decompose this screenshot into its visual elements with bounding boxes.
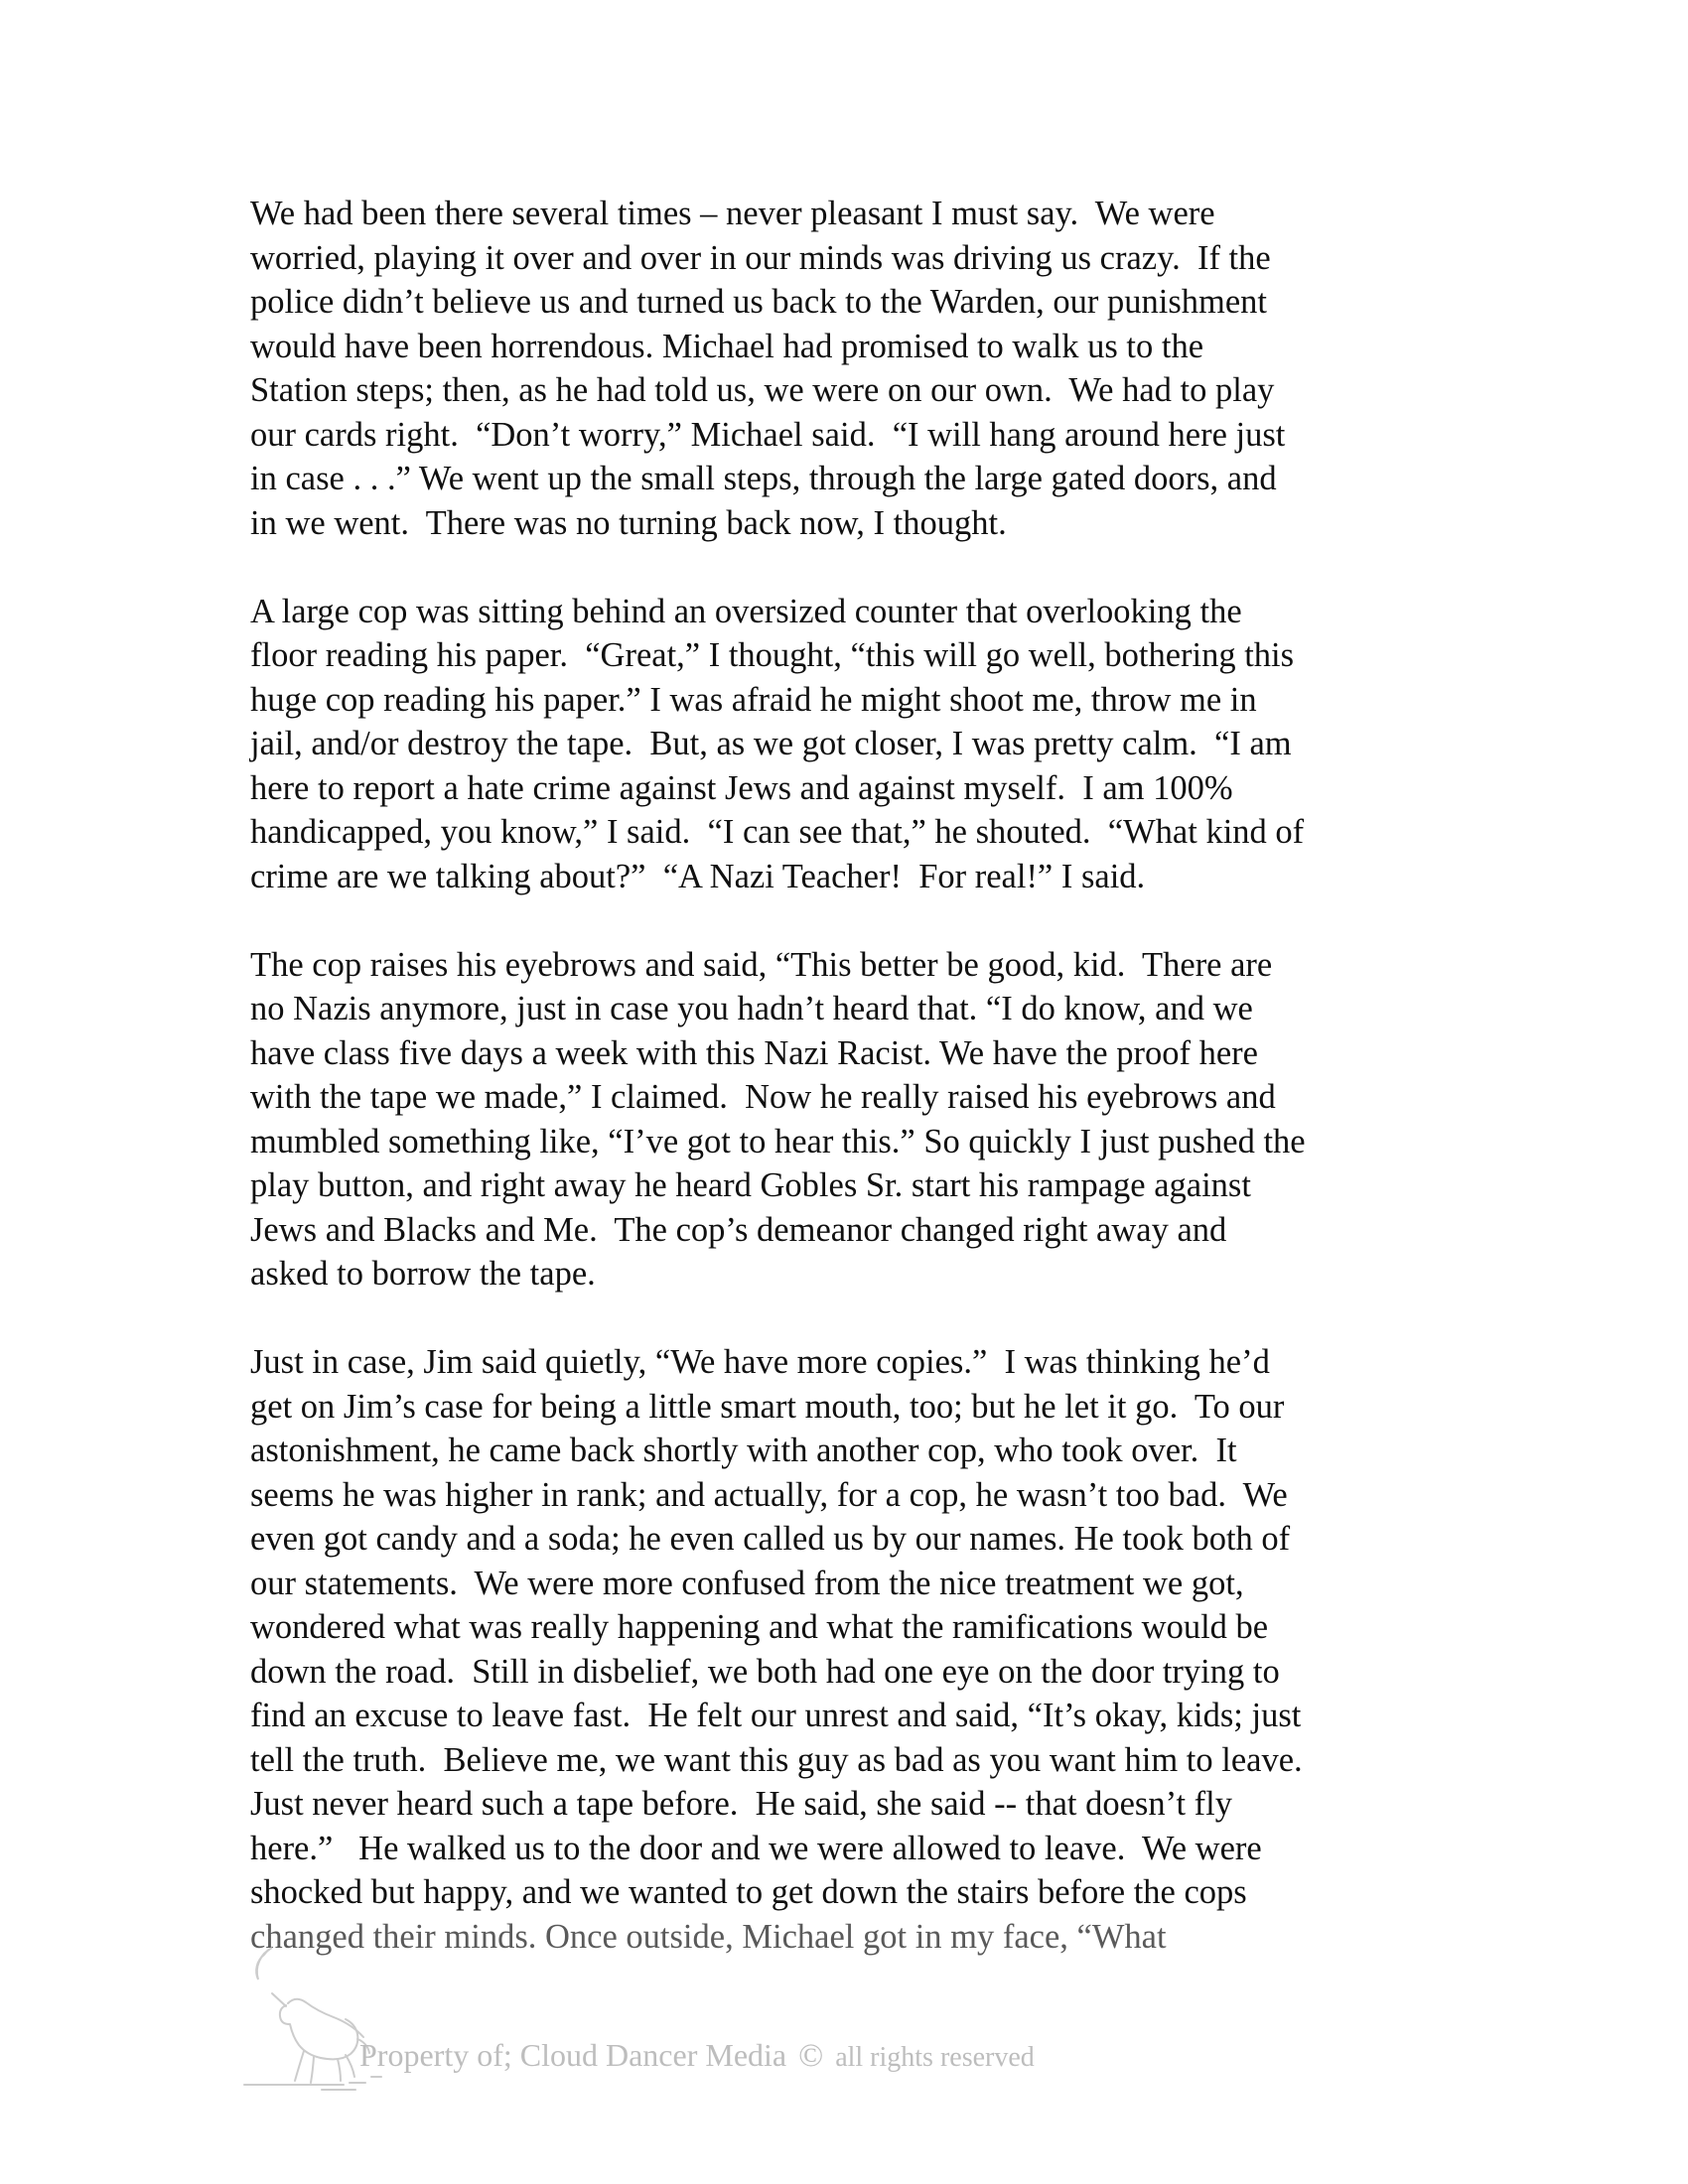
text-line: get on Jim’s case for being a little smart mouth, too; but he let it go. To our (250, 1387, 1285, 1426)
text-line: police didn’t believe us and turned us back to the Warden, our punishment (250, 283, 1267, 321)
body-text (250, 192, 1472, 2003)
text-line: in we went. There was no turning back now, I thought. (250, 503, 1007, 542)
text-line: would have been horrendous. Michael had promised to walk us to the (250, 327, 1204, 365)
text-line: down the road. Still in disbelief, we both had one eye on the door trying to (250, 1652, 1280, 1691)
text-line: our cards right. “Don’t worry,” Michael said. “I will hang around here just (250, 415, 1286, 454)
text-line: tell the truth. Believe me, we want this guy as bad as you want him to leave. (250, 1740, 1303, 1779)
text-line: mumbled something like, “I’ve got to hear this.” So quickly I just pushed the (250, 1122, 1306, 1160)
text-line: The cop raises his eyebrows and said, “This better be good, kid. There are (250, 945, 1273, 984)
text-line: seems he was higher in rank; and actually, for a cop, he wasn’t too bad. We (250, 1475, 1288, 1514)
text-line: in case . . .” We went up the small steps, through the large gated doors, and (250, 460, 1277, 497)
text-line: jail, and/or destroy the tape. But, as we got closer, I was pretty calm. “I am (250, 725, 1292, 762)
text-line: We had been there several times – never pleasant I must say. We were (250, 195, 1215, 232)
text-line: A large cop was sitting behind an oversized counter that overlooking the (250, 592, 1242, 630)
text-line: crime are we talking about?” “A Nazi Teacher! For real!” I said. (250, 857, 1146, 895)
text-line: Jews and Blacks and Me. The cop’s demeanor changed right away and (250, 1210, 1227, 1249)
text-line: our statements. We were more confused from the nice treatment we got, (250, 1564, 1244, 1602)
paragraph (250, 192, 1472, 545)
paragraph (250, 590, 1472, 899)
footer-property-text: Property of; Cloud Dancer Media (359, 2037, 787, 2073)
text-line: no Nazis anymore, just in case you hadn’t heard that. “I do know, and we (250, 990, 1253, 1027)
text-line: Just never heard such a tape before. He said, she said -- that doesn’t fly (250, 1785, 1232, 1823)
text-line: handicapped, you know,” I said. “I can see that,” he shouted. “What kind of (250, 813, 1305, 851)
footer-watermark (359, 2037, 1035, 2075)
text-line: wondered what was really happening and what the ramifications would be (250, 1608, 1269, 1646)
text-line: shocked but happy, and we wanted to get down the stairs before the cops (250, 1873, 1247, 1911)
text-line: astonishment, he came back shortly with another cop, who took over. It (250, 1432, 1237, 1469)
copyright-icon: © (798, 2038, 824, 2074)
unicorn-moon-icon (226, 1928, 385, 2102)
text-line: floor reading his paper. “Great,” I thought, “this will go well, bothering this (250, 636, 1295, 674)
text-line: huge cop reading his paper.” I was afraid he might shoot me, throw me in (250, 680, 1257, 719)
text-line: Station steps; then, as he had told us, we were on our own. We had to play (250, 371, 1275, 409)
text-line: with the tape we made,” I claimed. Now he really raised his eyebrows and (250, 1078, 1276, 1116)
text-line: have class five days a week with this Nazi Racist. We have the proof here (250, 1033, 1258, 1072)
text-line: Just in case, Jim said quietly, “We have more copies.” I was thinking he’d (250, 1343, 1270, 1381)
text-line: find an excuse to leave fast. He felt our unrest and said, “It’s okay, kids; just (250, 1697, 1302, 1734)
text-line: worried, playing it over and over in our minds was driving us crazy. If the (250, 238, 1271, 277)
text-line: even got candy and a soda; he even called us by our names. He took both of (250, 1520, 1291, 1558)
paragraph (250, 1340, 1472, 1959)
text-line: asked to borrow the tape. (250, 1255, 596, 1293)
paragraph (250, 943, 1472, 1297)
text-line: changed their minds. Once outside, Michael got in my face, “What (250, 1917, 1167, 1956)
footer-rights-text: all rights reserved (835, 2042, 1035, 2073)
text-line: play button, and right away he heard Gobles Sr. start his rampage against (250, 1166, 1251, 1204)
text-line: here.” He walked us to the door and we were allowed to leave. We were (250, 1829, 1262, 1867)
text-line: here to report a hate crime against Jews and against myself. I am 100% (250, 768, 1233, 807)
